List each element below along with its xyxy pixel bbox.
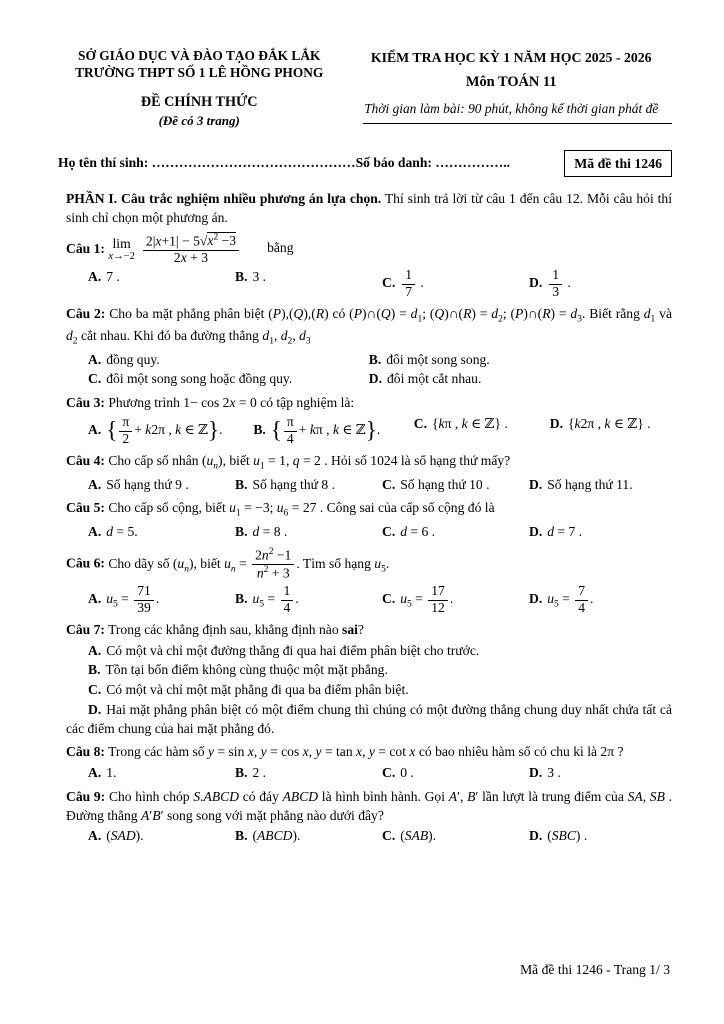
option-letter: D. [549,415,563,431]
question-6-body [66,547,672,582]
student-id-blank: …………….. [431,155,511,171]
option-letter: D. [529,524,543,540]
question-9-option-a [88,827,231,846]
pages-note: (Đề có 3 trang) [158,113,240,129]
question-3-options [66,415,672,447]
question-9-option-c [382,827,525,846]
option-letter: B. [253,421,266,437]
option-letter: A. [88,421,102,437]
option-text: d = 7 . [547,524,583,540]
question-4-label: Câu 4: [66,452,105,468]
option-letter: A. [88,351,102,367]
exam-duration: Thời gian làm bài: 90 phút, không kể thời gian phát đề [364,100,659,116]
question-4-option-a [88,476,231,495]
option-letter: B. [368,351,382,367]
question-8-label: Câu 8: [66,744,105,760]
option-letter: B. [235,590,248,606]
option-letter: C. [88,682,102,698]
question-5-option-b [235,523,378,542]
student-name-label: Họ tên thí sinh [58,155,144,171]
option-letter: B. [235,476,248,492]
question-9 [66,788,672,846]
question-1-options [66,268,672,300]
question-1-option-d [529,268,672,300]
question-4-option-c [382,476,525,495]
question-7-option-b [66,661,672,680]
question-6-option-d [529,584,672,616]
question-8-option-b [235,764,378,783]
question-3 [66,394,672,447]
question-7-text: Trong các khẳng định sau, khẳng định nào sai? [108,621,364,637]
question-7-option-a [66,642,672,661]
question-3-option-b [253,415,409,447]
question-6 [66,547,672,616]
exam-title: KIỂM TRA HỌC KỲ 1 NĂM HỌC 2025 - 2026 [370,50,652,65]
question-3-option-d [550,415,672,447]
option-text: $u_5$ = $\frac{1}{4}$ . [252,582,299,615]
question-5-text: Cho cấp số cộng, biết $u_1 = -3$; $u_6 = 27$ . Công sai của cấp số cộng đó là [108,500,495,520]
option-text: 3 . [547,765,561,781]
option-text: { $\frac{\pi}{4}$ + kπ , k ∈ ℤ}. [270,413,381,446]
option-text: { $\frac{\pi}{2}$ + k2π , k ∈ ℤ}. [106,413,223,446]
question-9-body [66,788,672,826]
page-footer: Mã đề thi 1246 - Trang 1/ 3 [520,962,670,978]
exam-header [58,48,672,130]
question-4-text: Cho cấp số nhân $(u_n)$, biết $u_1 = 1$, q = 2 . Hỏi số 1024 là số hạng thứ mấy? [108,452,511,472]
option-text: đôi một song song. [386,351,490,367]
question-3-label: Câu 3: [66,395,105,411]
student-info-row [58,150,672,177]
option-letter: B. [235,524,248,540]
question-4-options [66,476,672,495]
question-9-option-d [529,827,672,846]
question-5-option-d [529,523,672,542]
option-letter: C. [382,524,396,540]
question-9-options [66,827,672,846]
option-text: (SAB). [400,828,437,844]
question-5-body [66,499,672,521]
official-exam-label: ĐỀ CHÍNH THỨC [140,93,258,110]
question-5-option-a [88,523,231,542]
option-letter: D. [529,765,543,781]
option-text: {kπ , k ∈ ℤ} . [431,415,508,431]
question-7 [66,621,672,739]
questions-list [58,233,672,847]
question-1-body [66,233,672,266]
question-5-label: Câu 5: [66,500,105,516]
question-5-option-c [382,523,525,542]
option-text: $u_5$ = $\frac{17}{12}$ . [400,582,454,615]
student-id-label: Số báo danh: [355,155,432,171]
option-letter: A. [88,765,102,781]
option-text: (ABCD). [252,828,301,844]
student-info-line [58,154,510,173]
option-letter: D. [529,476,543,492]
question-3-body [66,394,672,413]
option-text: 2 . [252,765,267,781]
question-4 [66,452,672,495]
option-letter: A. [88,642,102,658]
header-right [340,48,672,130]
question-2-option-b [369,351,672,370]
question-1-text: lim x→−2 $\frac{2|x+1| - 5√x^2 -3}{2x + 3}$ bằng [108,232,294,266]
question-2-option-a [88,351,369,370]
question-4-option-d [529,476,672,495]
option-letter: C. [382,828,396,844]
option-letter: D. [529,828,543,844]
question-8-option-d [529,764,672,783]
option-text: đồng quy. [106,351,160,367]
option-letter: B. [88,662,101,678]
header-left [58,48,340,130]
question-8-options [66,764,672,783]
option-letter: B. [235,765,248,781]
question-3-option-a [88,415,249,447]
question-2-label: Câu 2: [66,305,106,321]
question-1-option-b [235,268,378,300]
question-2-options [66,351,672,390]
question-2-body [66,305,672,349]
option-letter: D. [529,590,543,606]
question-1-option-c [382,268,525,300]
question-4-option-b [235,476,378,495]
question-5-options [66,523,672,542]
question-7-option-d [66,701,672,739]
option-letter: C. [382,476,396,492]
option-text: 1. [106,765,117,781]
option-letter: A. [88,524,102,540]
option-text: đôi một song song hoặc đồng quy. [106,371,293,387]
question-7-label: Câu 7: [66,621,105,637]
question-2-text: Cho ba mặt phẳng phân biệt (P),(Q),(R) có (P)∩(Q) = $d_1$; (Q)∩(R) = $d_2$; (P)∩(R) = $d_3$. Biết rằng $d_1$ và $d_2$ cắt nhau. Khi đó ba đường thẳng $d_1$, $d_2$, $d_3$ [66,305,672,347]
part1-description: Thí sinh trả lời từ câu 1 đến câu 12. Mỗi câu hỏi thí sinh chỉ chọn một phương án. [66,191,673,225]
question-9-label: Câu 9: [66,788,106,804]
question-1-option-a [88,268,231,300]
option-text: Hai mặt phẳng phân biệt có một điểm chung thì chúng có một đường thẳng chung duy nhất chứa tất cả các điểm chung của hai mặt phẳng đó. [66,701,672,736]
option-text: $u_5$ = $\frac{7}{4}$ . [547,582,594,615]
part1-intro [58,190,672,228]
option-text: Số hạng thứ 11. [547,476,633,492]
question-2-option-c [88,370,369,389]
question-4-body [66,452,672,474]
question-8-body [66,743,672,762]
question-8-text: Trong các hàm số y = sin x, y = cos x, y = tan x, y = cot x có bao nhiêu hàm số có chu kì là 2π ? [108,744,624,760]
question-8 [66,743,672,783]
student-name-blank: : ……………………………………… [143,155,356,171]
option-letter: C. [382,590,396,606]
option-letter: B. [235,269,248,284]
question-7-body [66,621,672,640]
part1-heading: PHẦN I. Câu trắc nghiệm nhiều phương án lựa chọn. [66,191,382,207]
question-6-label: Câu 6: [66,555,105,571]
question-9-option-b [235,827,378,846]
question-2 [66,305,672,389]
option-text: Có một và chỉ một mặt phẳng đi qua ba điểm phân biệt. [106,682,409,698]
question-3-option-c [414,415,546,447]
exam-subject: Môn TOÁN 11 [465,74,557,91]
option-letter: A. [88,590,102,606]
school-name: TRƯỜNG THPT SỐ 1 LÊ HỒNG PHONG [75,64,324,80]
option-text: $\frac{1}{3}$ . [547,275,571,290]
option-text: $u_5$ = $\frac{71}{39}$ . [106,582,160,615]
question-5 [66,499,672,542]
question-7-options [66,642,672,739]
exam-code-box: Mã đề thi 1246 [564,150,672,177]
question-6-option-b [235,584,378,616]
option-letter: A. [88,476,102,492]
question-8-option-a [88,764,231,783]
option-text: {k2π , k ∈ ℤ} . [567,415,651,431]
option-text: 3 . [252,269,267,284]
question-6-options [66,584,672,616]
option-letter: C. [413,415,427,431]
option-letter: D. [88,701,102,717]
option-letter: C. [382,275,396,291]
option-text: (SBC) . [547,828,588,844]
question-2-option-d [369,370,672,389]
header-divider [363,123,672,124]
option-text: đôi một cắt nhau. [386,371,482,387]
question-1 [66,233,672,300]
question-8-option-c [382,764,525,783]
option-letter: B. [235,828,248,844]
option-text: 7 . [106,269,120,284]
option-text: d = 6 . [400,524,436,540]
option-text: Tồn tại bốn điểm không cùng thuộc một mặt phẳng. [105,662,388,678]
option-letter: A. [88,828,102,844]
question-6-option-c [382,584,525,616]
option-text: 0 . [400,765,414,781]
option-text: Số hạng thứ 10 . [400,476,490,492]
question-6-text: Cho dãy số $(u_n)$, biết $u_n$ = $\frac{2n^2 -1}{n^2 + 3}$ . Tìm số hạng $u_5$. [108,546,390,581]
option-letter: C. [88,371,102,387]
question-6-option-a [88,584,231,616]
option-letter: D. [529,275,543,291]
option-text: d = 5. [106,524,138,540]
question-3-text: Phương trình 1− cos 2x = 0 có tập nghiệm là: [108,395,355,411]
option-text: Có một và chỉ một đường thẳng đi qua hai điểm phân biệt cho trước. [106,642,480,658]
option-text: Số hạng thứ 8 . [252,476,335,492]
question-7-option-c [66,681,672,700]
option-text: Số hạng thứ 9 . [106,476,189,492]
question-9-text: Cho hình chóp S.ABCD có đáy ABCD là hình bình hành. Gọi A′, B′ lần lượt là trung điểm của SA, SB . Đường thẳng A′B′ song song với mặt phẳng nào dưới đây? [66,788,673,823]
option-letter: A. [88,269,102,284]
option-letter: C. [382,765,396,781]
option-text: $\frac{1}{7}$ . [400,275,424,290]
option-text: (SAD). [106,828,144,844]
option-letter: D. [368,371,382,387]
department-name: SỞ GIÁO DỤC VÀ ĐÀO TẠO ĐẮK LẮK [78,48,321,63]
question-1-label: Câu 1: [66,240,105,256]
option-text: d = 8 . [252,524,288,540]
